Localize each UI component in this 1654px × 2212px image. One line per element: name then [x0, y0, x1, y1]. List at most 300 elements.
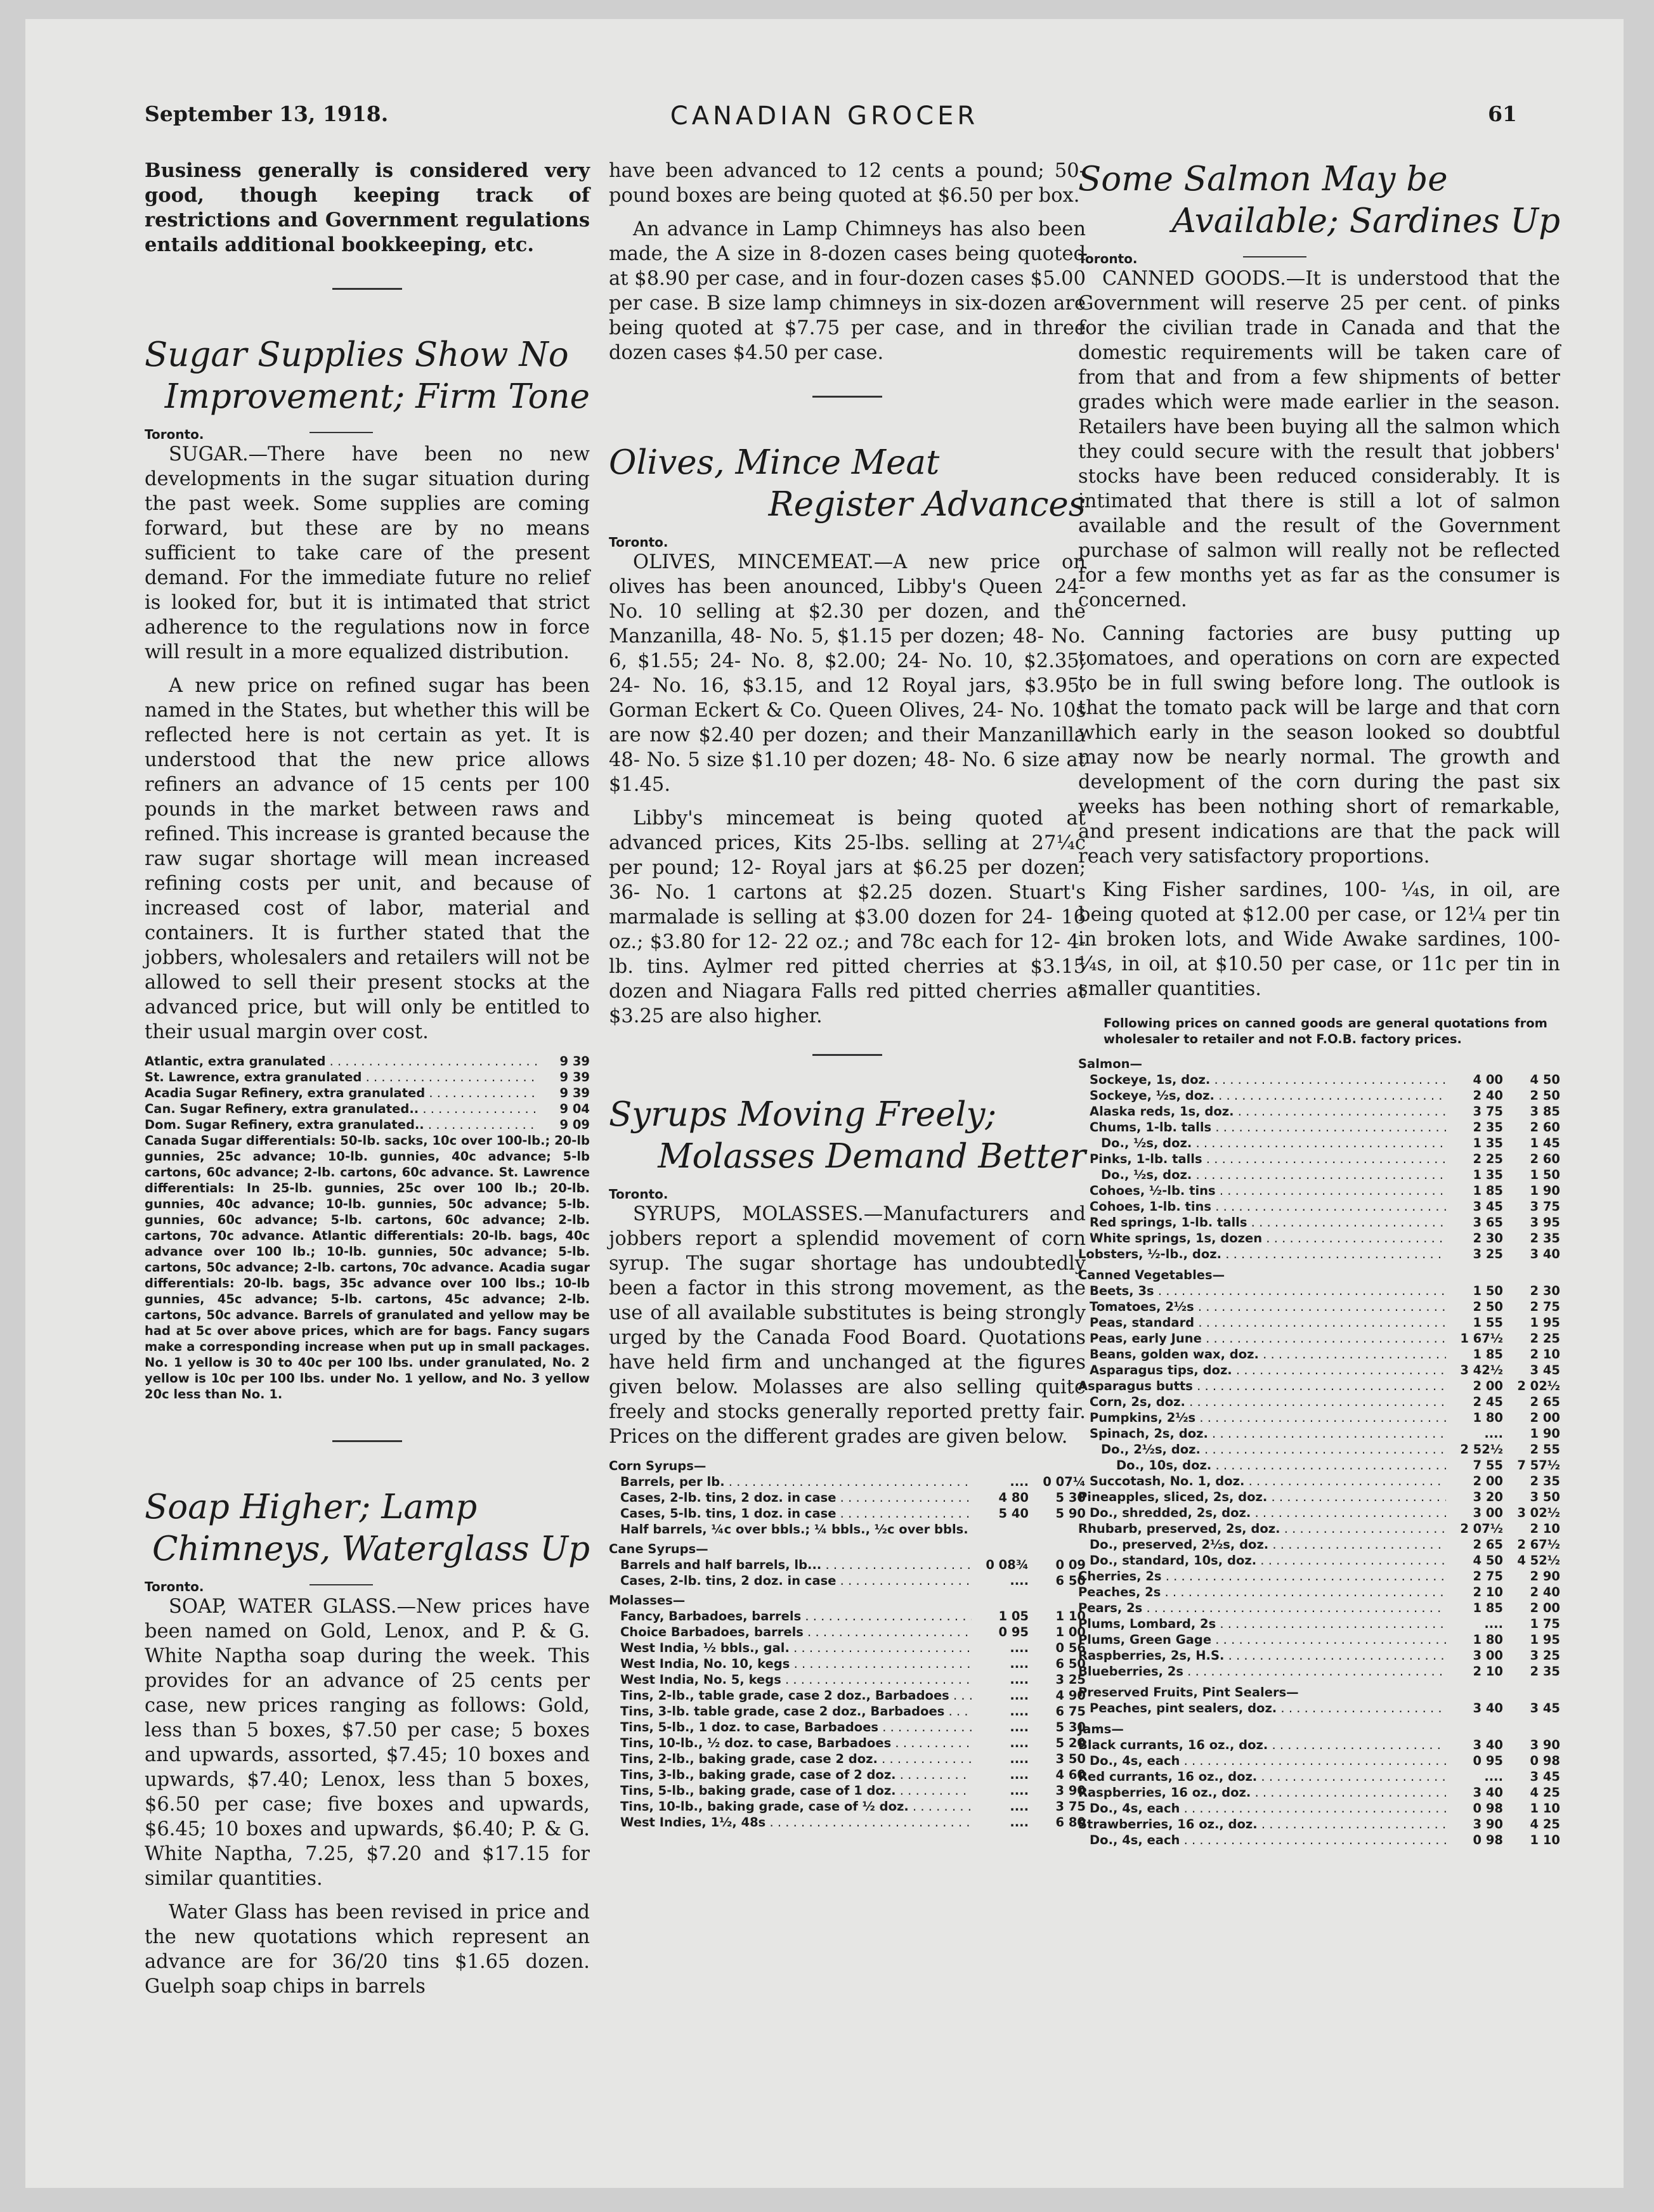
- price-row: [1078, 1552, 1560, 1568]
- price-label: Tomatoes, 2½s . . .: [1090, 1299, 1446, 1315]
- price-row: [1078, 1816, 1560, 1832]
- dateline: [1078, 251, 1560, 266]
- price-high: 2 60: [1530, 1152, 1560, 1166]
- price-label: Spinach, 2s, doz. . . .: [1090, 1426, 1446, 1441]
- section-divider: [812, 396, 882, 398]
- price-label: Asparagus butts . . .: [1078, 1378, 1446, 1394]
- price-low: ....: [1010, 1641, 1029, 1655]
- dateline-rule: [309, 1584, 373, 1585]
- price-low: 2 00: [1473, 1474, 1503, 1488]
- price-high: 2 10: [1530, 1521, 1560, 1536]
- price-high: 2 75: [1530, 1299, 1560, 1314]
- price-low: ....: [1010, 1688, 1029, 1703]
- price-low: 2 45: [1473, 1395, 1503, 1409]
- price-high: 3 25: [1530, 1648, 1560, 1663]
- dateline-text: Toronto.: [609, 535, 668, 550]
- price-label: Do., standard, 10s, doz. . . .: [1090, 1552, 1446, 1568]
- price-high: 3 25: [1055, 1672, 1086, 1687]
- price-label: Atlantic, extra granulated . . .: [145, 1053, 539, 1069]
- price-row: [609, 1783, 1086, 1799]
- price-category: Salmon—: [1078, 1057, 1142, 1071]
- price-high: 2 02½: [1517, 1379, 1560, 1393]
- price-low: 4 00: [1473, 1072, 1503, 1087]
- price-label: Tins, 2-lb., baking grade, case 2 doz. . . .: [620, 1751, 972, 1767]
- price-row: [1078, 1135, 1560, 1151]
- price-low: ....: [1010, 1736, 1029, 1750]
- price-label: Plums, Lombard, 2s . . .: [1078, 1616, 1446, 1632]
- price-label: Half barrels, ¼c over bbls.; ¼ bbls., ½c over bbls.: [620, 1522, 968, 1537]
- price-row: [1078, 1737, 1560, 1753]
- price-row: [1078, 1441, 1560, 1457]
- price-low: ....: [1010, 1783, 1029, 1798]
- intro-paragraph: Business generally is considered very good, though keeping track of restrictions and Government regulations entails additional bookkeeping, etc.: [145, 159, 590, 256]
- price-high: 3 45: [1530, 1769, 1560, 1784]
- price-high: 4 50: [1530, 1072, 1560, 1087]
- price-high: 3 75: [1055, 1799, 1086, 1814]
- price-high: 2 30: [1530, 1284, 1560, 1298]
- publication-title: CANADIAN GROCER: [670, 101, 979, 131]
- price-row: [609, 1624, 1086, 1640]
- price-label: Cases, 5-lb. tins, 1 doz. in case . . .: [620, 1506, 972, 1521]
- price-category: Molasses—: [609, 1593, 686, 1608]
- price-high: 3 45: [1530, 1701, 1560, 1715]
- price-high: 0 98: [1530, 1753, 1560, 1768]
- price-high: 2 90: [1530, 1569, 1560, 1584]
- body-paragraph: CANNED GOODS.—It is understood that the Government will reserve 25 per cent. of pinks for the civilian trade in Canada and that the domestic requirements will be taken care of from that and from a few shipments of better grades which were made earlier in the season. Retailers have been buying all the salmon which they could secure with the result that jobbers' stocks have been reduced considerably. It is intimated that there is still a lot of salmon available and the result of the Government purchase of salmon will really not be reflected for a few months yet as far as the consumer is concerned.: [1078, 268, 1560, 611]
- price-low: ....: [1010, 1815, 1029, 1830]
- price-low: 2 40: [1473, 1088, 1503, 1103]
- price-high: 6 50: [1055, 1573, 1086, 1588]
- price-low: ....: [1010, 1474, 1029, 1489]
- syrups-heading: [609, 1094, 1086, 1178]
- price-low: 3 25: [1473, 1247, 1503, 1261]
- price-row: [1078, 1753, 1560, 1769]
- body-paragraph: OLIVES, MINCEMEAT.—A new price on olives has been anounced, Libby's Queen 24- No. 10 selling at $2.30 per dozen, and the Manzanilla, 48- No. 5, $1.15 per dozen; 48- No. 6, $1.55; 24- No. 8, $2.00; 24- No. 10, $2.35; 24- No. 16, $3.15, and 12 Royal jars, $3.95. Gorman Eckert & Co. Queen Olives, 24- No. 10s are now $2.40 per dozen; and their Manzanilla 48- No. 5 size $1.10 per dozen; 48- No. 6 size at $1.45.: [609, 551, 1086, 796]
- price-row: [1078, 1537, 1560, 1552]
- price-row: [145, 1069, 590, 1085]
- price-low: ....: [1010, 1573, 1029, 1588]
- price-label: Fancy, Barbadoes, barrels . . .: [620, 1608, 972, 1624]
- price-label: Pineapples, sliced, 2s, doz. . . .: [1078, 1489, 1446, 1505]
- price-row: [1078, 1103, 1560, 1119]
- section-divider: [332, 1440, 402, 1442]
- price-low: 9 39: [559, 1054, 590, 1069]
- price-label: Can. Sugar Refinery, extra granulated.. . . .: [145, 1101, 539, 1117]
- column-2: [609, 159, 1086, 1830]
- dateline-text: Toronto.: [145, 427, 204, 442]
- price-high: 2 60: [1530, 1120, 1560, 1135]
- price-low: ....: [1010, 1704, 1029, 1719]
- price-row: [1078, 1088, 1560, 1103]
- price-high: 1 45: [1530, 1136, 1560, 1150]
- price-row: [1078, 1362, 1560, 1378]
- price-high: 3 50: [1055, 1752, 1086, 1766]
- dateline-text: Toronto.: [609, 1187, 668, 1202]
- price-label: Cases, 2-lb. tins, 2 doz. in case . . .: [620, 1490, 972, 1506]
- price-high: 2 67½: [1517, 1537, 1560, 1552]
- heading-line-1: Some Salmon May be: [1078, 160, 1448, 198]
- price-high: 2 55: [1530, 1442, 1560, 1457]
- price-row: [1078, 1505, 1560, 1521]
- price-high: 5 30: [1055, 1720, 1086, 1734]
- newspaper-page: [25, 19, 1624, 2188]
- price-row: [609, 1557, 1086, 1573]
- heading-line-2: Available; Sardines Up: [1171, 202, 1560, 240]
- price-row: [1078, 1394, 1560, 1410]
- price-low: 2 52½: [1460, 1442, 1503, 1457]
- price-category: Cane Syrups—: [609, 1542, 708, 1556]
- price-row: [609, 1573, 1086, 1589]
- price-high: 4 90: [1055, 1688, 1086, 1703]
- price-label: Raspberries, 2s, H.S. . . .: [1078, 1648, 1446, 1663]
- price-high: 1 10: [1055, 1609, 1086, 1623]
- price-label: Dom. Sugar Refinery, extra granulated.. . . .: [145, 1117, 539, 1133]
- price-row: [1078, 1199, 1560, 1214]
- page-header: [25, 101, 1624, 140]
- price-high: 2 50: [1530, 1088, 1560, 1103]
- heading-line-2: Molasses Demand Better: [658, 1137, 1086, 1176]
- price-low: 3 40: [1473, 1701, 1503, 1715]
- price-category: Canned Vegetables—: [1078, 1268, 1225, 1282]
- price-low: 5 40: [998, 1506, 1029, 1521]
- price-high: 0 56: [1055, 1641, 1086, 1655]
- price-low: 2 07½: [1460, 1521, 1503, 1536]
- price-high: 3 90: [1055, 1783, 1086, 1798]
- price-low: 1 85: [1473, 1183, 1503, 1198]
- price-high: 5 90: [1055, 1506, 1086, 1521]
- price-label: Pumpkins, 2½s . . .: [1090, 1410, 1446, 1426]
- price-row: [609, 1521, 1086, 1537]
- price-label: West India, No. 5, kegs . . .: [620, 1672, 972, 1688]
- price-high: 2 25: [1530, 1331, 1560, 1346]
- price-row: [1078, 1378, 1560, 1394]
- price-label: Corn, 2s, doz. . . .: [1090, 1394, 1446, 1410]
- price-low: 4 50: [1473, 1553, 1503, 1568]
- price-low: 2 35: [1473, 1120, 1503, 1135]
- price-high: 0 09: [1055, 1558, 1086, 1572]
- price-row: [1078, 1663, 1560, 1679]
- price-low: 1 05: [998, 1609, 1029, 1623]
- price-row: [1078, 1800, 1560, 1816]
- price-high: 1 10: [1530, 1833, 1560, 1847]
- price-high: 7 57½: [1517, 1458, 1560, 1473]
- price-label: Blueberries, 2s . . .: [1078, 1663, 1446, 1679]
- price-label: Pears, 2s . . .: [1078, 1600, 1446, 1616]
- price-low: ....: [1484, 1426, 1503, 1441]
- price-row: [609, 1719, 1086, 1735]
- dateline: [145, 1579, 590, 1594]
- price-label: St. Lawrence, extra granulated . . .: [145, 1069, 539, 1085]
- price-high: 1 50: [1530, 1168, 1560, 1182]
- price-category: Jams—: [1078, 1722, 1124, 1736]
- price-high: [1029, 1521, 1086, 1537]
- price-low: 0 98: [1473, 1801, 1503, 1816]
- price-high: 0 07¼: [1043, 1474, 1086, 1489]
- price-row: [1078, 1832, 1560, 1848]
- price-low: 3 90: [1473, 1817, 1503, 1831]
- price-label: Beets, 3s . . .: [1090, 1283, 1446, 1299]
- price-low: 0 95: [1473, 1753, 1503, 1768]
- price-row: [145, 1117, 590, 1133]
- price-row: [1078, 1315, 1560, 1330]
- price-high: 5 20: [1055, 1736, 1086, 1750]
- price-label: Do., ½s, doz. . . .: [1101, 1135, 1446, 1151]
- body-paragraph: An advance in Lamp Chimneys has also been made, the A size in 8-dozen cases being quoted at $8.90 per case, and in four-dozen cases $5.00 per case. B size lamp chimneys in six-dozen are being quoted at $7.75 per case, and in three dozen cases $4.50 per case.: [609, 218, 1086, 364]
- price-label: Strawberries, 16 oz., doz. . . .: [1078, 1816, 1446, 1832]
- heading-line-2: Register Advances: [768, 485, 1086, 524]
- price-row: [145, 1053, 590, 1069]
- price-label: Beans, golden wax, doz. . . .: [1090, 1346, 1446, 1362]
- price-low: ....: [1010, 1767, 1029, 1782]
- price-low: 9 04: [559, 1102, 590, 1116]
- price-label: Raspberries, 16 oz., doz. . . .: [1078, 1785, 1446, 1800]
- canned-goods-price-list: [1078, 1056, 1560, 1848]
- price-high: 5 30: [1055, 1490, 1086, 1505]
- price-low: 9 39: [559, 1086, 590, 1100]
- price-label: Tins, 5-lb., baking grade, case of 1 doz. . . .: [620, 1783, 972, 1799]
- price-low: 3 00: [1473, 1648, 1503, 1663]
- price-low: 4 80: [998, 1490, 1029, 1505]
- price-label: Do., 4s, each . . .: [1090, 1753, 1446, 1769]
- price-label: Peas, standard . . .: [1090, 1315, 1446, 1330]
- price-low: 3 40: [1473, 1738, 1503, 1752]
- sugar-differentials: Canada Sugar differentials: 50-lb. sacks, 10c over 100-lb.; 20-lb gunnies, 25c advance; 10-lb. gunnies, 40c advance; 5-lb cartons, 60c advance; 2-lb. cartons, 60c advance. St. Lawrence differentials: In 25-lb. gunnies, 25c over 100 lb.; 20-lb. gunnies, 40c advance; 10-lb. gunnies, 50c advance; 5-lb. gunnies, 60c advance; 5-lb. cartons, 60c advance; 2-lb. cartons, 70c advance. Atlantic differentials: 20-lb. bags, 40c advance over 100 lb.; 10-lb. gunnies, 50c advance; 5-lb. cartons, 50c advance; 2-lb. cartons, 70c advance. Acadia sugar differentials: 20-lb. bags, 35c advance over 100 lbs.; 10-lb gunnies, 45c advance; 5-lb. cartons, 45c advance; 2-lb. cartons, 50c advance. Barrels of granulated and yellow may be had at 5c over above prices, which are for bags. Fancy sugars make a corresponding increase when put up in small packages. No. 1 yellow is 30 to 40c per 100 lbs. under granulated, No. 2 yellow is 10c per 100 lbs. under No. 1 yellow, and No. 3 yellow 20c less than No. 1.: [145, 1133, 590, 1402]
- price-low: 2 00: [1473, 1379, 1503, 1393]
- price-row: [1078, 1769, 1560, 1785]
- price-label: Sockeye, 1s, doz. . . .: [1090, 1072, 1446, 1088]
- dateline: [609, 535, 1086, 550]
- dateline-rule: [1243, 256, 1306, 257]
- price-label: Succotash, No. 1, doz. . . .: [1090, 1473, 1446, 1489]
- price-high: 3 50: [1530, 1490, 1560, 1504]
- price-low: ....: [1484, 1769, 1503, 1784]
- price-label: Choice Barbadoes, barrels . . .: [620, 1624, 972, 1640]
- price-label: Red springs, 1-lb. talls . . .: [1090, 1214, 1446, 1230]
- price-row: [1078, 1785, 1560, 1800]
- price-low: 0 95: [998, 1625, 1029, 1639]
- price-row: [1078, 1600, 1560, 1616]
- body-paragraph: Water Glass has been revised in price and the new quotations which represent an advance are for 36/20 tins $1.65 dozen. Guelph soap chips in barrels: [145, 1901, 590, 1998]
- price-row: [1078, 1568, 1560, 1584]
- price-high: 1 75: [1530, 1617, 1560, 1631]
- price-low: 1 85: [1473, 1601, 1503, 1615]
- price-low: 3 65: [1473, 1215, 1503, 1230]
- body-paragraph: Libby's mincemeat is being quoted at advanced prices, Kits 25-lbs. selling at 27¼c per pound; 12- Royal jars at $6.25 per dozen; 36- No. 1 cartons at $2.25 dozen. Stuart's marmalade is selling at $3.00 dozen for 24- 16 oz.; $3.80 for 12- 22 oz.; and 78c each for 12- 4-lb. tins. Aylmer red pitted cherries at $3.15 dozen and Niagara Falls red pitted cherries at $3.25 are also higher.: [609, 807, 1086, 1027]
- price-high: 1 90: [1530, 1183, 1560, 1198]
- price-high: 4 52½: [1517, 1553, 1560, 1568]
- price-low: 0 98: [1473, 1833, 1503, 1847]
- sugar-heading: [145, 334, 590, 418]
- price-row: [1078, 1346, 1560, 1362]
- price-low: 1 35: [1473, 1168, 1503, 1182]
- heading-line-2: Improvement; Firm Tone: [164, 377, 590, 416]
- price-row: [1078, 1072, 1560, 1088]
- soap-heading: [145, 1487, 590, 1570]
- body-paragraph: SUGAR.—There have been no new developments in the sugar situation during the past week. Some supplies are coming forward, but these are by no means sufficient to take care of the present demand. For the immediate future no relief is looked for, but it is intimated that strict adherence to the regulations now in force will result in a more equalized distribution.: [145, 443, 590, 663]
- dateline: [609, 1187, 1086, 1202]
- price-label: Peas, early June . . .: [1090, 1330, 1446, 1346]
- price-row: [609, 1640, 1086, 1656]
- price-label: Alaska reds, 1s, doz. . . .: [1090, 1103, 1446, 1119]
- price-low: 1 80: [1473, 1632, 1503, 1647]
- price-high: 3 02½: [1517, 1506, 1560, 1520]
- price-label: Do., 10s, doz. . . .: [1116, 1457, 1446, 1473]
- price-low: 1 35: [1473, 1136, 1503, 1150]
- price-high: 2 35: [1530, 1231, 1560, 1246]
- price-high: 1 95: [1530, 1632, 1560, 1647]
- price-label: Red currants, 16 oz., doz. . . .: [1078, 1769, 1446, 1785]
- price-low: 9 09: [559, 1117, 590, 1132]
- syrup-price-list: [609, 1458, 1086, 1830]
- price-row: [1078, 1246, 1560, 1262]
- price-label: Peaches, 2s . . .: [1078, 1584, 1446, 1600]
- price-low: 1 80: [1473, 1410, 1503, 1425]
- price-row: [609, 1474, 1086, 1490]
- heading-line-2: Chimneys, Waterglass Up: [152, 1530, 590, 1568]
- column-3: [1078, 159, 1560, 1848]
- price-row: [1078, 1426, 1560, 1441]
- price-high: 2 10: [1530, 1347, 1560, 1362]
- price-row: [609, 1751, 1086, 1767]
- price-label: Cohoes, 1-lb. tins . . .: [1090, 1199, 1446, 1214]
- price-row: [1078, 1299, 1560, 1315]
- price-row: [1078, 1584, 1560, 1600]
- price-high: 3 75: [1530, 1199, 1560, 1214]
- price-low: 3 20: [1473, 1490, 1503, 1504]
- price-high: 2 35: [1530, 1664, 1560, 1679]
- dateline-text: Toronto.: [1078, 251, 1138, 266]
- price-low: ....: [1010, 1720, 1029, 1734]
- price-low: 3 42½: [1460, 1363, 1503, 1377]
- price-low: 3 75: [1473, 1104, 1503, 1119]
- price-label: White springs, 1s, dozen . . .: [1090, 1230, 1446, 1246]
- price-row: [1078, 1151, 1560, 1167]
- price-label: Barrels, per lb. . . .: [620, 1474, 972, 1490]
- price-label: Peaches, pint sealers, doz. . . .: [1090, 1700, 1446, 1716]
- dateline-text: Toronto.: [145, 1579, 204, 1594]
- price-label: Barrels and half barrels, lb... . . .: [620, 1557, 972, 1573]
- price-label: Sockeye, ½s, doz. . . .: [1090, 1088, 1446, 1103]
- price-row: [609, 1688, 1086, 1703]
- price-label: Tins, 5-lb., 1 doz. to case, Barbadoes . . .: [620, 1719, 972, 1735]
- price-row: [1078, 1230, 1560, 1246]
- price-label: Do., preserved, 2½s, doz. . . .: [1090, 1537, 1446, 1552]
- price-label: Chums, 1-lb. talls . . .: [1090, 1119, 1446, 1135]
- price-row: [1078, 1214, 1560, 1230]
- price-high: 2 40: [1530, 1585, 1560, 1599]
- price-row: [1078, 1632, 1560, 1648]
- price-label: Acadia Sugar Refinery, extra granulated . . .: [145, 1085, 539, 1101]
- price-low: ....: [1010, 1799, 1029, 1814]
- price-label: Tins, 2-lb., table grade, case 2 doz., Barbadoes . . .: [620, 1688, 972, 1703]
- price-low: ....: [1010, 1656, 1029, 1671]
- canned-goods-note: Following prices on canned goods are general quotations from wholesaler to retailer and not F.O.B. factory prices.: [1104, 1016, 1547, 1046]
- price-high: 3 40: [1530, 1247, 1560, 1261]
- price-high: 1 95: [1530, 1315, 1560, 1330]
- price-row: [609, 1506, 1086, 1521]
- price-category: Preserved Fruits, Pint Sealers—: [1078, 1685, 1299, 1700]
- price-row: [609, 1490, 1086, 1506]
- olives-heading: [609, 442, 1086, 526]
- price-row: [1078, 1521, 1560, 1537]
- price-label: West Indies, 1½, 48s . . .: [620, 1814, 972, 1830]
- heading-line-1: Syrups Moving Freely;: [609, 1095, 997, 1134]
- price-row: [1078, 1183, 1560, 1199]
- dateline-rule: [309, 432, 373, 433]
- price-low: 3 00: [1473, 1506, 1503, 1520]
- body-paragraph: have been advanced to 12 cents a pound; 50-pound boxes are being quoted at $6.50 per box.: [609, 160, 1086, 207]
- section-divider: [812, 1054, 882, 1056]
- body-paragraph: SYRUPS, MOLASSES.—Manufacturers and jobbers report a splendid movement of corn syrup. The sugar shortage has undoubtedly been a factor in this strong movement, as the use of all available substitutes is being strongly urged by the Canada Food Board. Quotations have held firm and unchanged at the figures given below. Molasses are also selling quite freely and stocks generally reported pretty fair. Prices on the different grades are given below.: [609, 1203, 1086, 1448]
- price-row: [1078, 1473, 1560, 1489]
- price-low: 3 40: [1473, 1785, 1503, 1800]
- price-row: [1078, 1167, 1560, 1183]
- price-row: [1078, 1330, 1560, 1346]
- price-label: Do., ½s, doz. . . .: [1101, 1167, 1446, 1183]
- price-low: 1 67½: [1460, 1331, 1503, 1346]
- price-label: Black currants, 16 oz., doz. . . .: [1078, 1737, 1446, 1753]
- column-1: [145, 159, 590, 2008]
- price-label: Cherries, 2s . . .: [1078, 1568, 1446, 1584]
- price-row: [1078, 1648, 1560, 1663]
- price-low: 2 75: [1473, 1569, 1503, 1584]
- price-low: 2 10: [1473, 1585, 1503, 1599]
- body-paragraph: Canning factories are busy putting up tomatoes, and operations on corn are expected to be in full swing before long. The outlook is that the tomato pack will be large and that corn which early in the season looked so doubtful may now be nearly normal. The growth and development of the corn during the past six weeks has been nothing short of remarkable, and present indications are that the pack will reach very satisfactory proportions.: [1078, 623, 1560, 868]
- issue-date: September 13, 1918.: [145, 101, 389, 126]
- price-high: 6 80: [1055, 1815, 1086, 1830]
- price-row: [1078, 1410, 1560, 1426]
- price-high: 6 50: [1055, 1656, 1086, 1671]
- price-high: 1 90: [1530, 1426, 1560, 1441]
- price-high: 3 95: [1530, 1215, 1560, 1230]
- price-label: Do., 4s, each . . .: [1090, 1832, 1446, 1848]
- price-low: 2 25: [1473, 1152, 1503, 1166]
- price-high: 3 45: [1530, 1363, 1560, 1377]
- price-label: Tins, 3-lb. table grade, case 2 doz., Barbadoes . . .: [620, 1703, 972, 1719]
- price-label: Pinks, 1-lb. talls . . .: [1090, 1151, 1446, 1167]
- heading-line-1: Olives, Mince Meat: [609, 443, 940, 482]
- price-low: 0 08¾: [986, 1558, 1029, 1572]
- price-label: Tins, 10-lb., baking grade, case of ½ doz. . . .: [620, 1799, 972, 1814]
- price-category: Corn Syrups—: [609, 1459, 707, 1473]
- price-row: [1078, 1616, 1560, 1632]
- price-high: 3 85: [1530, 1104, 1560, 1119]
- price-low: [972, 1521, 1029, 1537]
- price-label: Do., 2½s, doz. . . .: [1101, 1441, 1446, 1457]
- price-low: 9 39: [559, 1070, 590, 1084]
- price-label: Cases, 2-lb. tins, 2 doz. in case . . .: [620, 1573, 972, 1589]
- price-low: 7 55: [1473, 1458, 1503, 1473]
- price-high: 2 35: [1530, 1474, 1560, 1488]
- page-number: 61: [1488, 101, 1517, 126]
- price-row: [1078, 1283, 1560, 1299]
- price-high: 2 65: [1530, 1395, 1560, 1409]
- body-paragraph: King Fisher sardines, 100- ¼s, in oil, are being quoted at $12.00 per case, or 12¼ per tin in broken lots, and Wide Awake sardines, 100- ¼s, in oil, at $10.50 per case, or 11c per tin in smaller quantities.: [1078, 879, 1560, 1000]
- price-low: ....: [1010, 1752, 1029, 1766]
- price-row: [145, 1085, 590, 1101]
- price-row: [609, 1767, 1086, 1783]
- price-low: 1 50: [1473, 1284, 1503, 1298]
- price-row: [609, 1814, 1086, 1830]
- price-row: [1078, 1489, 1560, 1505]
- price-row: [609, 1735, 1086, 1751]
- price-label: Rhubarb, preserved, 2s, doz. . . .: [1078, 1521, 1446, 1537]
- price-row: [609, 1703, 1086, 1719]
- price-low: 3 45: [1473, 1199, 1503, 1214]
- heading-line-1: Sugar Supplies Show No: [145, 335, 569, 374]
- price-label: West India, ½ bbls., gal. . . .: [620, 1640, 972, 1656]
- price-high: 4 25: [1530, 1785, 1560, 1800]
